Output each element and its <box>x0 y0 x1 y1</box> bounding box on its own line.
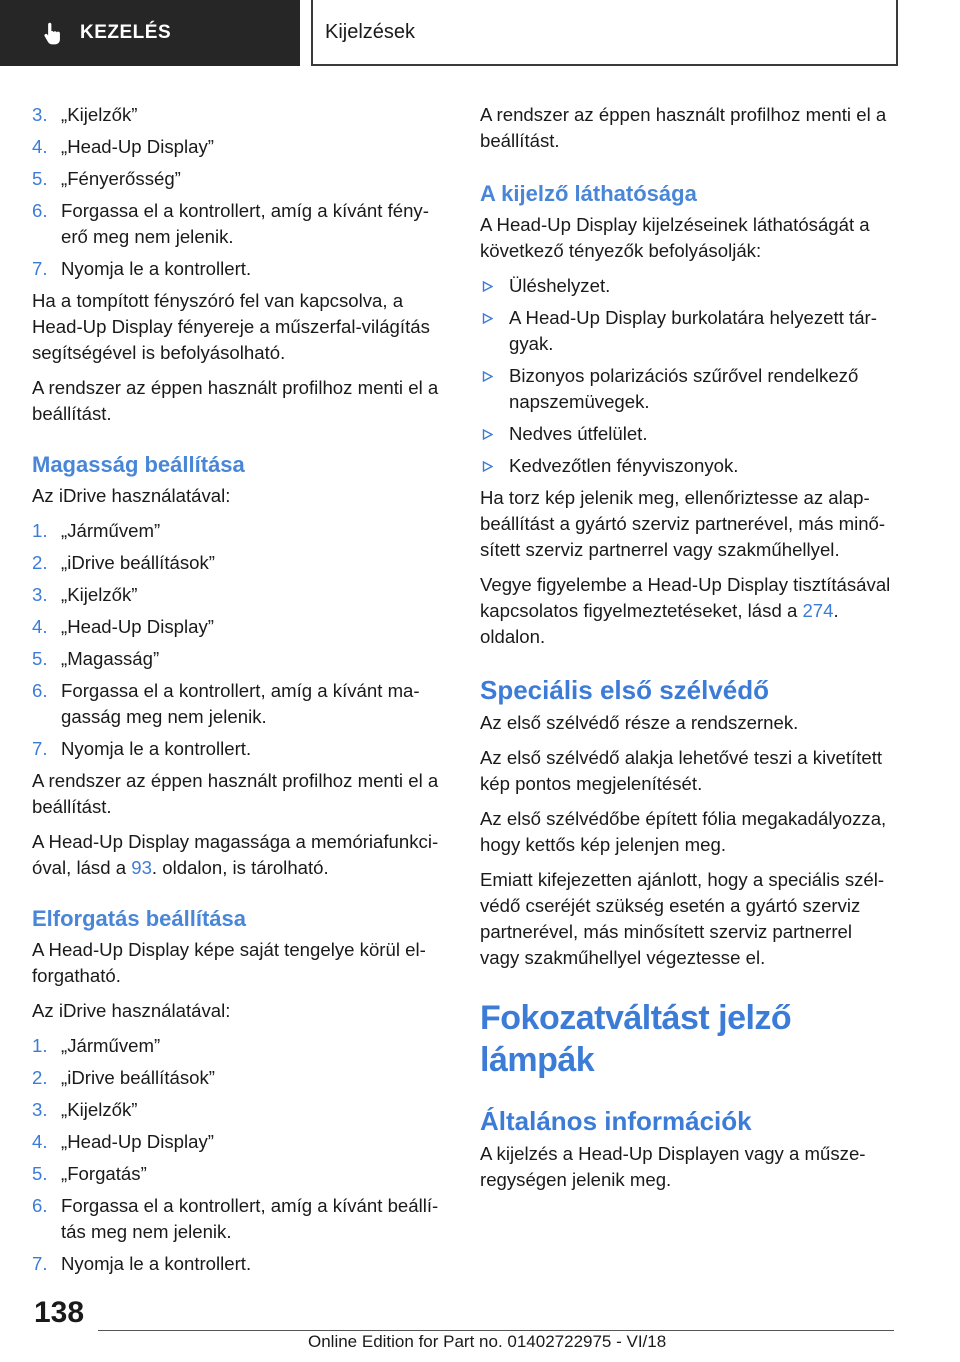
hand-pointer-icon <box>40 20 66 46</box>
triangle-right-icon <box>482 313 493 324</box>
list-item: 5. „Forgatás” <box>32 1163 147 1184</box>
list-item: 1. „Járművem” <box>32 1035 161 1056</box>
list-item: 1. „Járművem” <box>32 520 161 541</box>
section-label: Kijelzések <box>325 20 416 43</box>
paragraph: Az első szélvédő alakja lehetővé teszi a kivetített kép pontos megjelenítését. <box>480 747 883 794</box>
edition-note: Online Edition for Part no. 01402722975 - VI/18 <box>308 1332 667 1351</box>
heading-general-info: Általános információk <box>480 1106 752 1136</box>
page-link-93[interactable]: 93 <box>131 857 152 878</box>
height-steps <box>32 518 447 762</box>
list-item: Üléshelyzet. <box>480 273 895 299</box>
list-item: 3. „Kijelzők” <box>32 584 138 605</box>
list-item: 5. „Magasság” <box>32 648 160 669</box>
triangle-right-icon <box>482 429 493 440</box>
list-item: Nedves útfelület. <box>480 421 895 447</box>
list-item: 6. Forgassa el a kontrollert, amíg a kívánt magasság meg nem jelenik. <box>32 680 420 727</box>
heading-shift-lights: Fokozatváltást jelző lámpák <box>480 999 792 1079</box>
section-tab[interactable] <box>311 0 898 66</box>
paragraph: Ha torz kép jelenik meg, ellenőriztesse az alapbeállítást a gyártó szerviz partnerével, más minősített szerviz partnerrel vagy szakműhellyel. <box>480 487 886 560</box>
triangle-right-icon <box>482 461 493 472</box>
triangle-right-icon <box>482 371 493 382</box>
category-tab[interactable] <box>0 0 300 66</box>
paragraph: Az első szélvédőbe épített fólia megakadályozza, hogy kettős kép jelenjen meg. <box>480 808 887 855</box>
paragraph: A Head-Up Display kijelzéseinek láthatóságát a következő tényezők befolyásolják: <box>480 214 870 261</box>
paragraph: Az iDrive használatával: <box>32 485 231 506</box>
brightness-steps <box>32 102 447 282</box>
heading-height: Magasság beállítása <box>32 452 245 477</box>
visibility-factors <box>480 273 895 479</box>
paragraph: Az iDrive használatával: <box>32 1000 231 1021</box>
heading-windshield: Speciális első szélvédő <box>480 675 770 705</box>
paragraph: Ha a tompított fényszóró fel van kapcsolva, a Head-Up Display fényereje a műszerfal-világítás segítségével is befolyásolható. <box>32 290 430 363</box>
category-label: KEZELÉS <box>80 22 172 43</box>
paragraph: A Head-Up Display képe saját tengelye körül elforgatható. <box>32 939 426 986</box>
rotation-steps <box>32 1033 447 1277</box>
paragraph: A kijelzés a Head-Up Displayen vagy a műszeregységen jelenik meg. <box>480 1143 866 1190</box>
paragraph: A rendszer az éppen használt profilhoz menti el a beállítást. <box>32 377 439 424</box>
list-item: 7. Nyomja le a kontrollert. <box>32 1253 252 1274</box>
paragraph: Emiatt kifejezetten ajánlott, hogy a speciális szélvédő cseréjét szükség esetén a gyártó szerviz partnerével, más minősített szerviz partnerrel vagy szakműhellyel végeztesse el. <box>480 869 885 968</box>
paragraph: Az első szélvédő része a rendszernek. <box>480 712 799 733</box>
page-number: 138 <box>34 1296 85 1329</box>
list-item: 6. Forgassa el a kontrollert, amíg a kívánt fényerő meg nem jelenik. <box>32 200 429 247</box>
right-column <box>480 102 895 1202</box>
list-item: 7. Nyomja le a kontrollert. <box>32 738 252 759</box>
paragraph: A rendszer az éppen használt profilhoz menti el a beállítást. <box>480 104 887 151</box>
list-item: 3. „Kijelzők” <box>32 1099 138 1120</box>
list-item: Kedvezőtlen fényviszonyok. <box>480 453 895 479</box>
list-item: 4. „Head-Up Display” <box>32 616 214 637</box>
paragraph: A Head-Up Display magassága a memóriafunkcióval, lásd a 93. oldalon, is tárolható. <box>32 831 439 878</box>
page-header <box>0 0 960 66</box>
list-item: 2. „iDrive beállítások” <box>32 1067 215 1088</box>
list-item: 4. „Head-Up Display” <box>32 136 214 157</box>
list-item: Bizonyos polarizációs szűrővel rendelkező napszemüvegek. <box>480 363 895 415</box>
list-item: 7. Nyomja le a kontrollert. <box>32 258 252 279</box>
list-item: 6. Forgassa el a kontrollert, amíg a kívánt beállítás meg nem jelenik. <box>32 1195 439 1242</box>
footer-divider <box>98 1330 894 1331</box>
list-item: 3. „Kijelzők” <box>32 104 138 125</box>
list-item: 4. „Head-Up Display” <box>32 1131 214 1152</box>
paragraph: Vegye figyelembe a Head-Up Display tisztításával kapcsolatos figyelmeztetéseket, lásd a 274. oldalon. <box>480 574 891 647</box>
heading-visibility: A kijelző láthatósága <box>480 181 697 206</box>
list-item: 2. „iDrive beállítások” <box>32 552 215 573</box>
left-column <box>32 102 447 1283</box>
page-link-274[interactable]: 274 <box>802 600 834 621</box>
triangle-right-icon <box>482 281 493 292</box>
list-item: 5. „Fényerősség” <box>32 168 181 189</box>
paragraph: A rendszer az éppen használt profilhoz menti el a beállítást. <box>32 770 439 817</box>
heading-rotation: Elforgatás beállítása <box>32 906 246 931</box>
list-item: A Head-Up Display burkolatára helyezett tárgyak. <box>480 305 895 357</box>
